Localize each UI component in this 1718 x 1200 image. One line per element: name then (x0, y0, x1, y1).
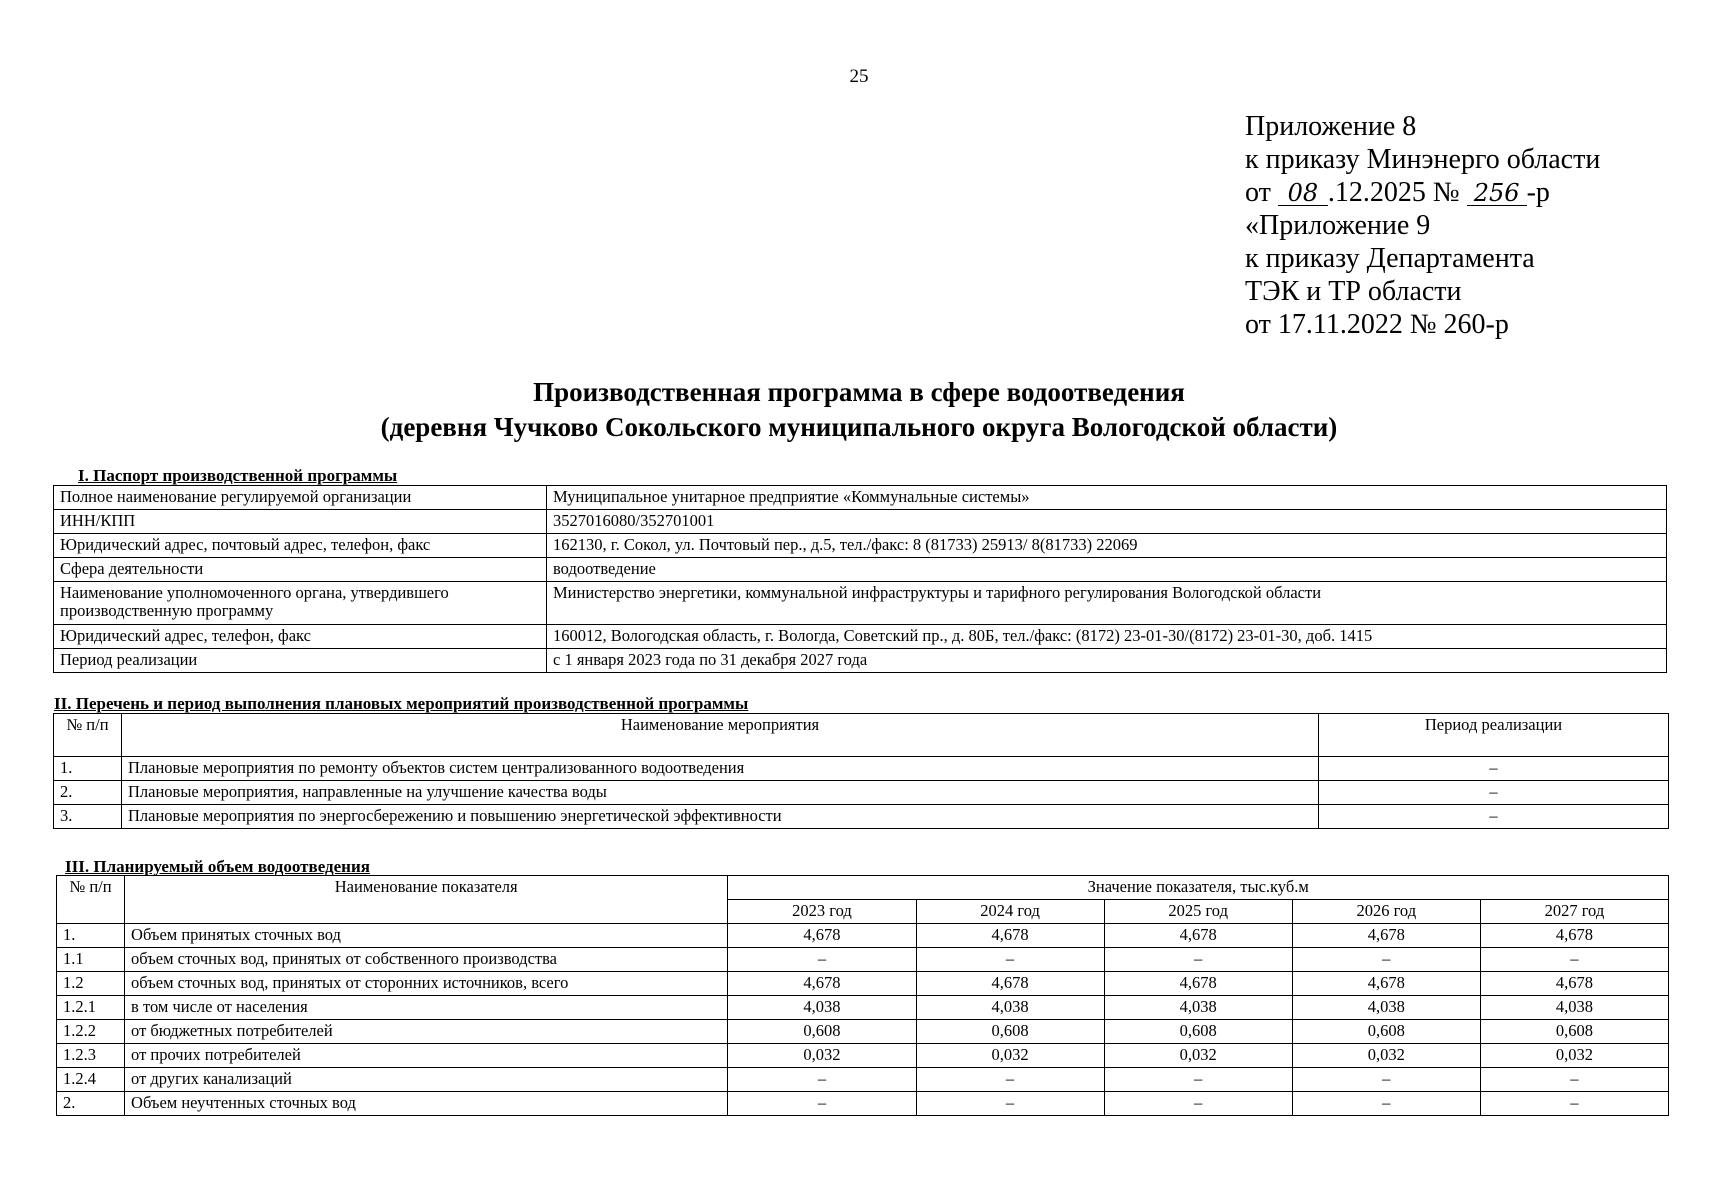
indicator-value: 0,032 (1104, 1044, 1292, 1068)
activity-name: Плановые мероприятия по энергосбережению и повышению энергетической эффективности (122, 805, 1319, 829)
indicator-value: – (916, 948, 1104, 972)
section-2-heading: II. Перечень и период выполнения плановых мероприятий производственной программы (54, 694, 749, 713)
passport-value: Муниципальное унитарное предприятие «Коммунальные системы» (547, 486, 1667, 510)
appendix-line: ТЭК и ТР области (1245, 276, 1462, 307)
indicator-value: 4,678 (1104, 972, 1292, 996)
year-header: 2024 год (916, 900, 1104, 924)
activity-row (54, 781, 1669, 805)
indicator-name: в том числе от населения (125, 996, 728, 1020)
header-indicator-value: Значение показателя, тыс.куб.м (728, 876, 1669, 900)
indicator-name: Объем неучтенных сточных вод (125, 1092, 728, 1116)
indicator-name: объем сточных вод, принятых от сторонних источников, всего (125, 972, 728, 996)
indicator-value: 4,678 (916, 972, 1104, 996)
passport-label: Полное наименование регулируемой организации (54, 486, 547, 510)
passport-value: с 1 января 2023 года по 31 декабря 2027 года (547, 649, 1667, 673)
indicator-num: 2. (57, 1092, 125, 1116)
volume-row (57, 996, 1669, 1020)
header-num: № п/п (57, 876, 125, 924)
indicator-name: Объем принятых сточных вод (125, 924, 728, 948)
header-activity-name: Наименование мероприятия (122, 714, 1319, 757)
activity-period: – (1319, 757, 1669, 781)
passport-value: Министерство энергетики, коммунальной инфраструктуры и тарифного регулирования Вологодской области (547, 582, 1667, 625)
indicator-name: от других канализаций (125, 1068, 728, 1092)
volume-row (57, 972, 1669, 996)
activity-name: Плановые мероприятия по ремонту объектов систем централизованного водоотведения (122, 757, 1319, 781)
indicator-num: 1.1 (57, 948, 125, 972)
appendix-date-mid: .12.2025 № (1327, 177, 1460, 208)
indicator-value: 4,038 (1480, 996, 1668, 1020)
indicator-num: 1.2.4 (57, 1068, 125, 1092)
indicator-value: – (728, 948, 916, 972)
appendix-date-prefix: от (1245, 177, 1271, 208)
activity-num: 3. (54, 805, 122, 829)
indicator-value: 0,032 (728, 1044, 916, 1068)
handwritten-day: 08 (1278, 181, 1328, 206)
indicator-num: 1.2.2 (57, 1020, 125, 1044)
passport-label: ИНН/КПП (54, 510, 547, 534)
indicator-value: 0,608 (916, 1020, 1104, 1044)
indicator-value: – (916, 1068, 1104, 1092)
handwritten-number: 256 (1467, 181, 1527, 206)
indicator-value: 4,678 (916, 924, 1104, 948)
appendix-line: «Приложение 9 (1245, 210, 1431, 241)
appendix-date-suffix: -р (1526, 177, 1550, 208)
passport-row (54, 649, 1667, 673)
volume-table (56, 875, 1669, 1116)
indicator-value: – (1292, 948, 1480, 972)
indicator-value: 4,678 (728, 972, 916, 996)
section-3-heading: III. Планируемый объем водоотведения (65, 857, 370, 876)
appendix-line: от 17.11.2022 № 260-р (1245, 309, 1509, 340)
indicator-value: – (728, 1068, 916, 1092)
indicator-value: – (1480, 948, 1668, 972)
indicator-value: 4,678 (1480, 972, 1668, 996)
indicator-value: 4,038 (916, 996, 1104, 1020)
passport-label: Период реализации (54, 649, 547, 673)
appendix-block (1245, 110, 1600, 341)
indicator-value: – (1292, 1092, 1480, 1116)
volume-row (57, 1092, 1669, 1116)
indicator-value: 0,608 (1292, 1020, 1480, 1044)
indicator-value: 4,678 (728, 924, 916, 948)
volume-row (57, 1068, 1669, 1092)
indicator-value: 0,032 (916, 1044, 1104, 1068)
indicator-value: 0,608 (1480, 1020, 1668, 1044)
indicator-value: – (1104, 1068, 1292, 1092)
page-number: 25 (849, 66, 869, 87)
passport-value: 160012, Вологодская область, г. Вологда, Советский пр., д. 80Б, тел./факс: (8172) 23-01-30/(8172) 23-01-30, доб. 1415 (547, 625, 1667, 649)
indicator-value: 4,038 (1104, 996, 1292, 1020)
passport-value: 3527016080/352701001 (547, 510, 1667, 534)
appendix-line: к приказу Департамента (1245, 243, 1535, 274)
passport-label: Юридический адрес, почтовый адрес, телефон, факс (54, 534, 547, 558)
volume-row (57, 1020, 1669, 1044)
year-header: 2025 год (1104, 900, 1292, 924)
activity-row (54, 757, 1669, 781)
activity-period: – (1319, 805, 1669, 829)
indicator-value: 0,032 (1480, 1044, 1668, 1068)
activities-table (53, 713, 1669, 829)
activity-num: 2. (54, 781, 122, 805)
document-title (0, 375, 1718, 445)
passport-row (54, 510, 1667, 534)
activity-num: 1. (54, 757, 122, 781)
title-line-2: (деревня Чучково Сокольского муниципального округа Вологодской области) (380, 412, 1338, 442)
indicator-num: 1. (57, 924, 125, 948)
indicator-value: 4,678 (1292, 972, 1480, 996)
indicator-value: – (1292, 1068, 1480, 1092)
passport-row (54, 534, 1667, 558)
passport-label: Наименование уполномоченного органа, утвердившего производственную программу (54, 582, 547, 625)
indicator-value: 0,032 (1292, 1044, 1480, 1068)
activity-period: – (1319, 781, 1669, 805)
indicator-name: от прочих потребителей (125, 1044, 728, 1068)
passport-table (53, 485, 1667, 673)
indicator-value: 4,678 (1292, 924, 1480, 948)
indicator-value: 4,678 (1480, 924, 1668, 948)
section-1-heading: I. Паспорт производственной программы (78, 466, 398, 485)
indicator-value: – (1104, 1092, 1292, 1116)
indicator-value: 4,038 (728, 996, 916, 1020)
indicator-value: – (1480, 1068, 1668, 1092)
header-indicator-name: Наименование показателя (125, 876, 728, 924)
header-period: Период реализации (1319, 714, 1669, 757)
passport-value: 162130, г. Сокол, ул. Почтовый пер., д.5, тел./факс: 8 (81733) 25913/ 8(81733) 22069 (547, 534, 1667, 558)
indicator-value: – (1480, 1092, 1668, 1116)
volume-row (57, 948, 1669, 972)
indicator-name: от бюджетных потребителей (125, 1020, 728, 1044)
indicator-value: 0,608 (728, 1020, 916, 1044)
title-line-1: Производственная программа в сфере водоотведения (533, 377, 1185, 407)
volume-row (57, 924, 1669, 948)
appendix-date-line (1245, 176, 1600, 209)
passport-row (54, 558, 1667, 582)
indicator-num: 1.2.1 (57, 996, 125, 1020)
indicator-num: 1.2.3 (57, 1044, 125, 1068)
volume-row (57, 1044, 1669, 1068)
appendix-line: Приложение 8 (1245, 111, 1417, 142)
passport-label: Юридический адрес, телефон, факс (54, 625, 547, 649)
indicator-value: – (916, 1092, 1104, 1116)
indicator-value: 4,038 (1292, 996, 1480, 1020)
indicator-value: 0,608 (1104, 1020, 1292, 1044)
header-num: № п/п (54, 714, 122, 757)
activity-name: Плановые мероприятия, направленные на улучшение качества воды (122, 781, 1319, 805)
year-header: 2023 год (728, 900, 916, 924)
passport-row (54, 486, 1667, 510)
passport-row (54, 582, 1667, 625)
activity-row (54, 805, 1669, 829)
year-header: 2026 год (1292, 900, 1480, 924)
passport-label: Сфера деятельности (54, 558, 547, 582)
passport-value: водоотведение (547, 558, 1667, 582)
indicator-num: 1.2 (57, 972, 125, 996)
indicator-value: – (728, 1092, 916, 1116)
indicator-value: 4,678 (1104, 924, 1292, 948)
passport-row (54, 625, 1667, 649)
appendix-line: к приказу Минэнерго области (1245, 144, 1601, 175)
year-header: 2027 год (1480, 900, 1668, 924)
indicator-value: – (1104, 948, 1292, 972)
indicator-name: объем сточных вод, принятых от собственного производства (125, 948, 728, 972)
